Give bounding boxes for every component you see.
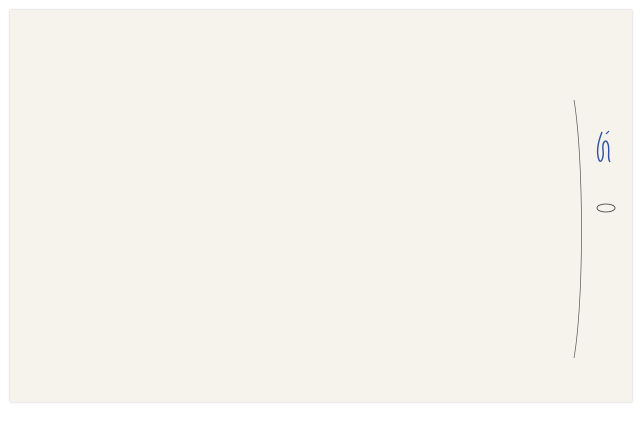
oval-mark	[595, 202, 617, 214]
log-sheet-page	[10, 10, 632, 402]
bracket-mark	[570, 100, 590, 360]
handwritten-initials	[590, 128, 620, 173]
